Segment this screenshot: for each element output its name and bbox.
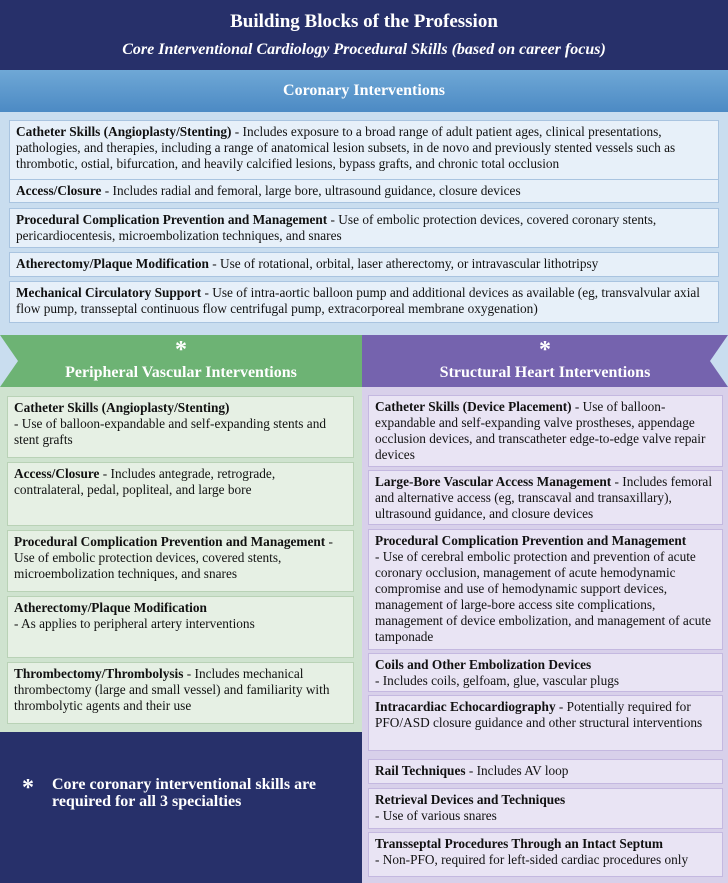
header xyxy=(0,0,728,70)
coronary-item xyxy=(9,179,719,203)
item-title: Retrieval Devices and Techniques xyxy=(375,792,566,807)
structural-item xyxy=(368,395,723,467)
item-title: Procedural Complication Prevention and Management xyxy=(16,212,328,227)
structural-item xyxy=(368,529,723,650)
item-text: - Use of embolic protection devices, covered stents, microembolization techniques, and snares xyxy=(14,534,333,581)
structural-item xyxy=(368,759,723,784)
coronary-item xyxy=(9,120,719,180)
item-title: Access/Closure xyxy=(16,183,102,198)
structural-item xyxy=(368,832,723,877)
coronary-heading: Coronary Interventions xyxy=(0,70,728,112)
footnote-text: Core coronary interventional skills are required for all 3 specialties xyxy=(52,776,316,810)
structural-section xyxy=(362,387,728,883)
peripheral-item xyxy=(7,462,354,526)
banner-notch xyxy=(0,335,18,387)
peripheral-item xyxy=(7,596,354,658)
coronary-item xyxy=(9,208,719,248)
item-text: - Use of balloon-expandable and self-expanding stents and stent grafts xyxy=(14,416,327,447)
peripheral-heading-banner xyxy=(0,335,362,387)
item-text: - Use of cerebral embolic protection and prevention of acute coronary occlusion, management of acute hemodynamic compromise and use of hemodynamic support devices, management of large-bore access site complications, management of device embolization, and management of acute tamponade xyxy=(375,549,711,644)
item-text: - Includes antegrade, retrograde, contralateral, pedal, popliteal, and large bore xyxy=(14,466,276,497)
item-title: Mechanical Circulatory Support xyxy=(16,285,202,300)
item-title: Catheter Skills (Angioplasty/Stenting) xyxy=(16,124,232,139)
item-text: - Use of embolic protection devices, covered coronary stents, pericardiocentesis, microembolization techniques, and snares xyxy=(16,212,657,243)
peripheral-section xyxy=(0,387,362,732)
item-title: Atherectomy/Plaque Modification xyxy=(14,600,207,615)
item-title: Atherectomy/Plaque Modification xyxy=(16,256,209,271)
item-title: Procedural Complication Prevention and Management xyxy=(14,534,326,549)
coronary-item xyxy=(9,252,719,277)
item-text: - Use of rotational, orbital, laser atherectomy, or intravascular lithotripsy xyxy=(208,256,599,271)
item-text: - Includes radial and femoral, large bore, ultrasound guidance, closure devices xyxy=(101,183,521,198)
item-title: Procedural Complication Prevention and Management xyxy=(375,533,687,548)
item-text: - Includes coils, gelfoam, glue, vascular plugs xyxy=(375,673,620,688)
peripheral-heading: Peripheral Vascular Interventions xyxy=(65,364,297,381)
peripheral-item xyxy=(7,662,354,724)
item-text: - Use of intra-aortic balloon pump and additional devices as available (eg, transvalvular axial flow pump, transseptal continuous flow centrifugal pump, extracorporeal membrane oxygenation) xyxy=(16,285,700,316)
peripheral-item xyxy=(7,530,354,592)
item-title: Rail Techniques xyxy=(375,763,466,778)
item-text: - Includes exposure to a broad range of adult patient ages, clinical presentations, pathologies, and therapies, including a range of anatomical lesion subsets, in de novo and previously stented vessels such as thrombotic, ostial, bifurcation, and heavily calcified lesions, bypass grafts, and chronic total occlusion xyxy=(16,124,676,171)
item-title: Access/Closure xyxy=(14,466,100,481)
item-text: - Use of balloon-expandable and self-expanding valve prostheses, appendage occlusion devices, and transcatheter edge-to-edge valve repair devices xyxy=(375,399,706,462)
coronary-item xyxy=(9,281,719,323)
item-text: - Includes mechanical thrombectomy (large and small vessel) and familiarity with thrombolytic agents and their use xyxy=(14,666,330,713)
item-title: Transseptal Procedures Through an Intact Septum xyxy=(375,836,664,851)
item-text: - Non-PFO, required for left-sided cardiac procedures only xyxy=(375,852,689,867)
structural-heading: Structural Heart Interventions xyxy=(439,364,651,381)
asterisk-icon: * xyxy=(22,775,34,801)
item-text: - Includes femoral and alternative access (eg, transcaval and transaxillary), ultrasound guidance, and closure devices xyxy=(375,474,713,521)
item-title: Large-Bore Vascular Access Management xyxy=(375,474,612,489)
item-title: Intracardiac Echocardiography xyxy=(375,699,556,714)
item-title: Coils and Other Embolization Devices xyxy=(375,657,592,672)
item-text: - As applies to peripheral artery interventions xyxy=(14,616,255,631)
item-title: Catheter Skills (Angioplasty/Stenting) xyxy=(14,400,230,415)
peripheral-item xyxy=(7,396,354,458)
structural-item xyxy=(368,788,723,829)
item-title: Thrombectomy/Thrombolysis xyxy=(14,666,184,681)
page-subtitle: Core Interventional Cardiology Procedural Skills (based on career focus) xyxy=(122,41,606,58)
banner-notch xyxy=(710,335,728,387)
structural-item xyxy=(368,470,723,525)
structural-heading-banner xyxy=(362,335,728,387)
item-text: - Use of various snares xyxy=(375,808,497,823)
asterisk-icon: * xyxy=(539,337,551,363)
item-text: - Includes AV loop xyxy=(465,763,569,778)
structural-item xyxy=(368,695,723,751)
item-text: - Potentially required for PFO/ASD closure guidance and other structural interventions xyxy=(375,699,703,730)
footnote xyxy=(22,776,342,810)
asterisk-icon: * xyxy=(175,337,187,363)
structural-item xyxy=(368,653,723,692)
item-title: Catheter Skills (Device Placement) xyxy=(375,399,572,414)
page-title: Building Blocks of the Profession xyxy=(230,11,498,32)
coronary-section xyxy=(0,70,728,335)
